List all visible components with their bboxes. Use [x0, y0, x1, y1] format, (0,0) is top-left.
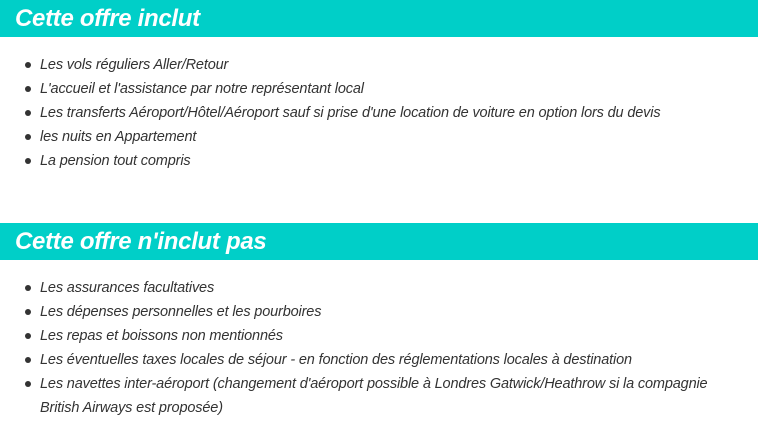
included-item: Les transferts Aéroport/Hôtel/Aéroport sauf si prise d'une location de voiture en option lors du devis — [40, 101, 728, 125]
excluded-item: Les navettes inter-aéroport (changement d'aéroport possible à Londres Gatwick/Heathrow si la compagnie British Airways est proposée) — [40, 372, 728, 420]
included-item: Les vols réguliers Aller/Retour — [40, 53, 728, 77]
included-item: La pension tout compris — [40, 149, 728, 173]
included-banner — [0, 0, 758, 37]
excluded-list — [0, 260, 758, 420]
included-list — [0, 37, 758, 173]
included-item: L'accueil et l'assistance par notre représentant local — [40, 77, 728, 101]
excluded-item: Les assurances facultatives — [40, 276, 728, 300]
excluded-banner — [0, 223, 758, 260]
excluded-item: Les éventuelles taxes locales de séjour - en fonction des réglementations locales à destination — [40, 348, 728, 372]
excluded-item: Les repas et boissons non mentionnés — [40, 324, 728, 348]
included-section — [0, 0, 758, 173]
excluded-section — [0, 223, 758, 420]
excluded-item: Les dépenses personnelles et les pourboires — [40, 300, 728, 324]
included-item: les nuits en Appartement — [40, 125, 728, 149]
excluded-title: Cette offre n'inclut pas — [15, 228, 267, 255]
included-title: Cette offre inclut — [15, 5, 200, 32]
